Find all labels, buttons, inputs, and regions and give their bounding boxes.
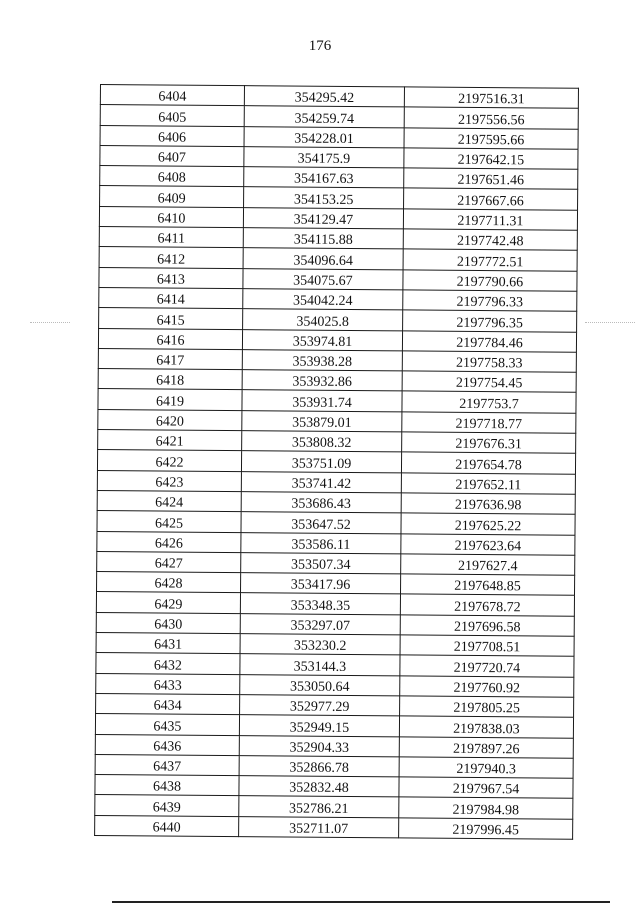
point-number-cell: 6439 bbox=[95, 795, 239, 816]
point-number-cell: 6420 bbox=[98, 409, 242, 430]
point-number-cell: 6425 bbox=[97, 511, 241, 532]
point-number-cell: 6411 bbox=[99, 227, 243, 248]
table-row bbox=[95, 815, 573, 839]
x-coordinate-cell: 354295.42 bbox=[244, 86, 404, 108]
x-coordinate-cell: 353751.09 bbox=[241, 451, 401, 473]
x-coordinate-cell: 353144.3 bbox=[240, 654, 400, 676]
bottom-rule bbox=[112, 901, 610, 903]
x-coordinate-cell: 352866.78 bbox=[239, 755, 399, 777]
point-number-cell: 6423 bbox=[97, 470, 241, 491]
y-coordinate-cell: 2197720.74 bbox=[400, 655, 574, 677]
y-coordinate-cell: 2197516.31 bbox=[404, 87, 578, 109]
x-coordinate-cell: 352832.48 bbox=[239, 776, 399, 798]
x-coordinate-cell: 354228.01 bbox=[244, 126, 404, 148]
x-coordinate-cell: 353932.86 bbox=[242, 370, 402, 392]
x-coordinate-cell: 353938.28 bbox=[242, 349, 402, 371]
point-number-cell: 6431 bbox=[96, 633, 240, 654]
x-coordinate-cell: 353686.43 bbox=[241, 492, 401, 514]
point-number-cell: 6408 bbox=[100, 166, 244, 187]
point-number-cell: 6413 bbox=[99, 267, 243, 288]
x-coordinate-cell: 354153.25 bbox=[244, 187, 404, 209]
point-number-cell: 6434 bbox=[96, 693, 240, 714]
y-coordinate-cell: 2197636.98 bbox=[401, 493, 575, 515]
y-coordinate-cell: 2197754.45 bbox=[402, 371, 576, 393]
point-number-cell: 6438 bbox=[95, 775, 239, 796]
page-number: 176 bbox=[308, 38, 332, 54]
y-coordinate-cell: 2197784.46 bbox=[402, 330, 576, 352]
point-number-cell: 6416 bbox=[98, 328, 242, 349]
x-coordinate-cell: 353297.07 bbox=[240, 613, 400, 635]
point-number-cell: 6419 bbox=[98, 389, 242, 410]
point-number-cell: 6429 bbox=[96, 592, 240, 613]
y-coordinate-cell: 2197940.3 bbox=[399, 757, 573, 779]
point-number-cell: 6424 bbox=[97, 490, 241, 511]
y-coordinate-cell: 2197772.51 bbox=[403, 249, 577, 271]
x-coordinate-cell: 354115.88 bbox=[243, 228, 403, 250]
point-number-cell: 6407 bbox=[100, 145, 244, 166]
point-number-cell: 6426 bbox=[97, 531, 241, 552]
y-coordinate-cell: 2197753.7 bbox=[402, 391, 576, 413]
x-coordinate-cell: 354042.24 bbox=[243, 289, 403, 311]
y-coordinate-cell: 2197984.98 bbox=[399, 797, 573, 819]
point-number-cell: 6422 bbox=[97, 450, 241, 471]
x-coordinate-cell: 353230.2 bbox=[240, 634, 400, 656]
x-coordinate-cell: 354167.63 bbox=[244, 167, 404, 189]
point-number-cell: 6412 bbox=[99, 247, 243, 268]
point-number-cell: 6414 bbox=[99, 287, 243, 308]
x-coordinate-cell: 353647.52 bbox=[241, 512, 401, 534]
scan-mark-right bbox=[585, 322, 635, 324]
y-coordinate-cell: 2197758.33 bbox=[402, 351, 576, 373]
y-coordinate-cell: 2197623.64 bbox=[401, 533, 575, 555]
y-coordinate-cell: 2197667.66 bbox=[404, 188, 578, 210]
x-coordinate-cell: 353417.96 bbox=[241, 573, 401, 595]
x-coordinate-cell: 353808.32 bbox=[242, 431, 402, 453]
y-coordinate-cell: 2197595.66 bbox=[404, 127, 578, 149]
point-number-cell: 6432 bbox=[96, 653, 240, 674]
y-coordinate-cell: 2197648.85 bbox=[401, 574, 575, 596]
point-number-cell: 6440 bbox=[95, 815, 239, 836]
y-coordinate-cell: 2197796.35 bbox=[403, 310, 577, 332]
x-coordinate-cell: 354025.8 bbox=[243, 309, 403, 331]
x-coordinate-cell: 353348.35 bbox=[240, 593, 400, 615]
y-coordinate-cell: 2197652.11 bbox=[401, 473, 575, 495]
x-coordinate-cell: 353931.74 bbox=[242, 390, 402, 412]
y-coordinate-cell: 2197627.4 bbox=[401, 554, 575, 576]
y-coordinate-cell: 2197642.15 bbox=[404, 148, 578, 170]
y-coordinate-cell: 2197625.22 bbox=[401, 513, 575, 535]
y-coordinate-cell: 2197790.66 bbox=[403, 270, 577, 292]
y-coordinate-cell: 2197760.92 bbox=[400, 675, 574, 697]
point-number-cell: 6427 bbox=[97, 551, 241, 572]
x-coordinate-cell: 353741.42 bbox=[241, 471, 401, 493]
x-coordinate-cell: 352949.15 bbox=[239, 715, 399, 737]
point-number-cell: 6410 bbox=[99, 206, 243, 227]
x-coordinate-cell: 354175.9 bbox=[244, 147, 404, 169]
point-number-cell: 6409 bbox=[100, 186, 244, 207]
y-coordinate-cell: 2197678.72 bbox=[400, 594, 574, 616]
y-coordinate-cell: 2197796.33 bbox=[403, 290, 577, 312]
y-coordinate-cell: 2197651.46 bbox=[404, 168, 578, 190]
point-number-cell: 6405 bbox=[100, 105, 244, 126]
point-number-cell: 6435 bbox=[95, 714, 239, 735]
x-coordinate-cell: 354259.74 bbox=[244, 106, 404, 128]
x-coordinate-cell: 352977.29 bbox=[240, 695, 400, 717]
point-number-cell: 6417 bbox=[98, 348, 242, 369]
x-coordinate-cell: 354096.64 bbox=[243, 248, 403, 270]
x-coordinate-cell: 352904.33 bbox=[239, 735, 399, 757]
x-coordinate-cell: 353050.64 bbox=[240, 674, 400, 696]
x-coordinate-cell: 353879.01 bbox=[242, 410, 402, 432]
point-number-cell: 6437 bbox=[95, 754, 239, 775]
point-number-cell: 6418 bbox=[98, 369, 242, 390]
coordinates-table bbox=[94, 84, 579, 840]
x-coordinate-cell: 353974.81 bbox=[242, 329, 402, 351]
x-coordinate-cell: 353507.34 bbox=[241, 552, 401, 574]
y-coordinate-cell: 2197897.26 bbox=[399, 736, 573, 758]
point-number-cell: 6406 bbox=[100, 125, 244, 146]
y-coordinate-cell: 2197556.56 bbox=[404, 107, 578, 129]
x-coordinate-cell: 352711.07 bbox=[239, 816, 399, 838]
x-coordinate-cell: 354075.67 bbox=[243, 268, 403, 290]
point-number-cell: 6436 bbox=[95, 734, 239, 755]
point-number-cell: 6421 bbox=[98, 430, 242, 451]
y-coordinate-cell: 2197742.48 bbox=[403, 229, 577, 251]
x-coordinate-cell: 352786.21 bbox=[239, 796, 399, 818]
y-coordinate-cell: 2197805.25 bbox=[400, 696, 574, 718]
y-coordinate-cell: 2197711.31 bbox=[403, 209, 577, 231]
y-coordinate-cell: 2197996.45 bbox=[399, 818, 573, 840]
point-number-cell: 6430 bbox=[96, 612, 240, 633]
y-coordinate-cell: 2197838.03 bbox=[399, 716, 573, 738]
y-coordinate-cell: 2197696.58 bbox=[400, 615, 574, 637]
y-coordinate-cell: 2197654.78 bbox=[401, 452, 575, 474]
point-number-cell: 6415 bbox=[99, 308, 243, 329]
x-coordinate-cell: 354129.47 bbox=[243, 207, 403, 229]
point-number-cell: 6404 bbox=[100, 85, 244, 106]
point-number-cell: 6428 bbox=[97, 572, 241, 593]
y-coordinate-cell: 2197676.31 bbox=[402, 432, 576, 454]
point-number-cell: 6433 bbox=[96, 673, 240, 694]
y-coordinate-cell: 2197708.51 bbox=[400, 635, 574, 657]
x-coordinate-cell: 353586.11 bbox=[241, 532, 401, 554]
y-coordinate-cell: 2197718.77 bbox=[402, 412, 576, 434]
scan-mark-left bbox=[30, 322, 70, 324]
y-coordinate-cell: 2197967.54 bbox=[399, 777, 573, 799]
